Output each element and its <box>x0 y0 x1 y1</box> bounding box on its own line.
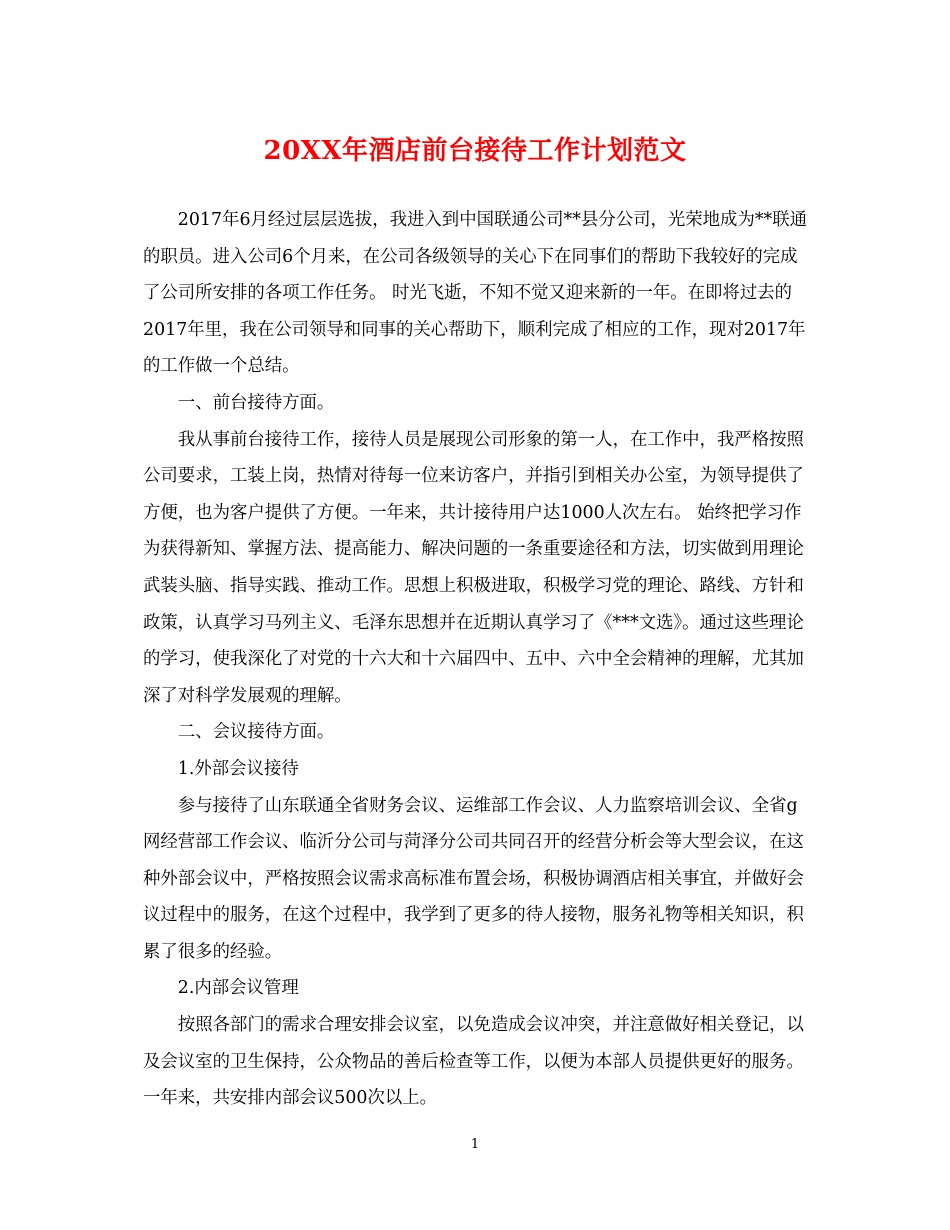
paragraph-external-meetings: 参与接待了山东联通全省财务会议、运维部工作会议、人力监察培训会议、全省g网经营部工作会议、临沂分公司与菏泽分公司共同召开的经营分析会等大型会议，在这种外部会议中，严格按照会议需求高标准布置会场，积极协调酒店相关事宜，并做好会议过程中的服务，在这个过程中，我学到了更多的待人接物，服务礼物等相关知识，积累了很多的经验。 <box>143 795 804 962</box>
paragraph-internal-meetings: 按照各部门的需求合理安排会议室，以免造成会议冲突，并注意做好相关登记，以及会议室的卫生保持，公众物品的善后检查等工作，以便为本部人员提供更好的服务。一年来，共安排内部会议500次以上。 <box>143 1015 804 1109</box>
subheading-internal-meetings: 2.内部会议管理 <box>177 978 299 999</box>
section-heading-front-desk: 一、前台接待方面。 <box>177 392 335 413</box>
section-heading-meetings: 二、会议接待方面。 <box>177 722 335 743</box>
paragraph-front-desk: 我从事前台接待工作，接待人员是展现公司形象的第一人，在工作中，我严格按照公司要求，工装上岗，热情对待每一位来访客户，并指引到相关办公室，为领导提供了方便，也为客户提供了方便。一年来，共计接待用户达1000人次左右。 始终把学习作为获得新知、掌握方法、提高能力、解决问题的一条重要途径和方法，切实做到用理论武装头脑、指导实践、推动工作。思想上积极进取，积极学习党的理论、路线、方针和政策，认真学习马列主义、毛泽东思想并在近期认真学习了《***文选》。通过这些理论的学习，使我深化了对党的十六大和十六届四中、五中、六中全会精神的理解，尤其加深了对科学发展观的理解。 <box>143 429 804 706</box>
page-number: 1 <box>470 1137 480 1152</box>
subheading-external-meetings: 1.外部会议接待 <box>177 758 299 779</box>
paragraph-intro: 2017年6月经过层层选拔，我进入到中国联通公司**县分公司，光荣地成为**联通的职员。进入公司6个月来，在公司各级领导的关心下在同事们的帮助下我较好的完成了公司所安排的各项工作任务。 时光飞逝，不知不觉又迎来新的一年。在即将过去的2017年里，我在公司领导和同事的关心帮助下，顺利完成了相应的工作，现对2017年的工作做一个总结。 <box>143 210 808 377</box>
document-title: 20XX年酒店前台接待工作计划范文 <box>263 136 687 166</box>
document-body <box>143 202 809 1117</box>
